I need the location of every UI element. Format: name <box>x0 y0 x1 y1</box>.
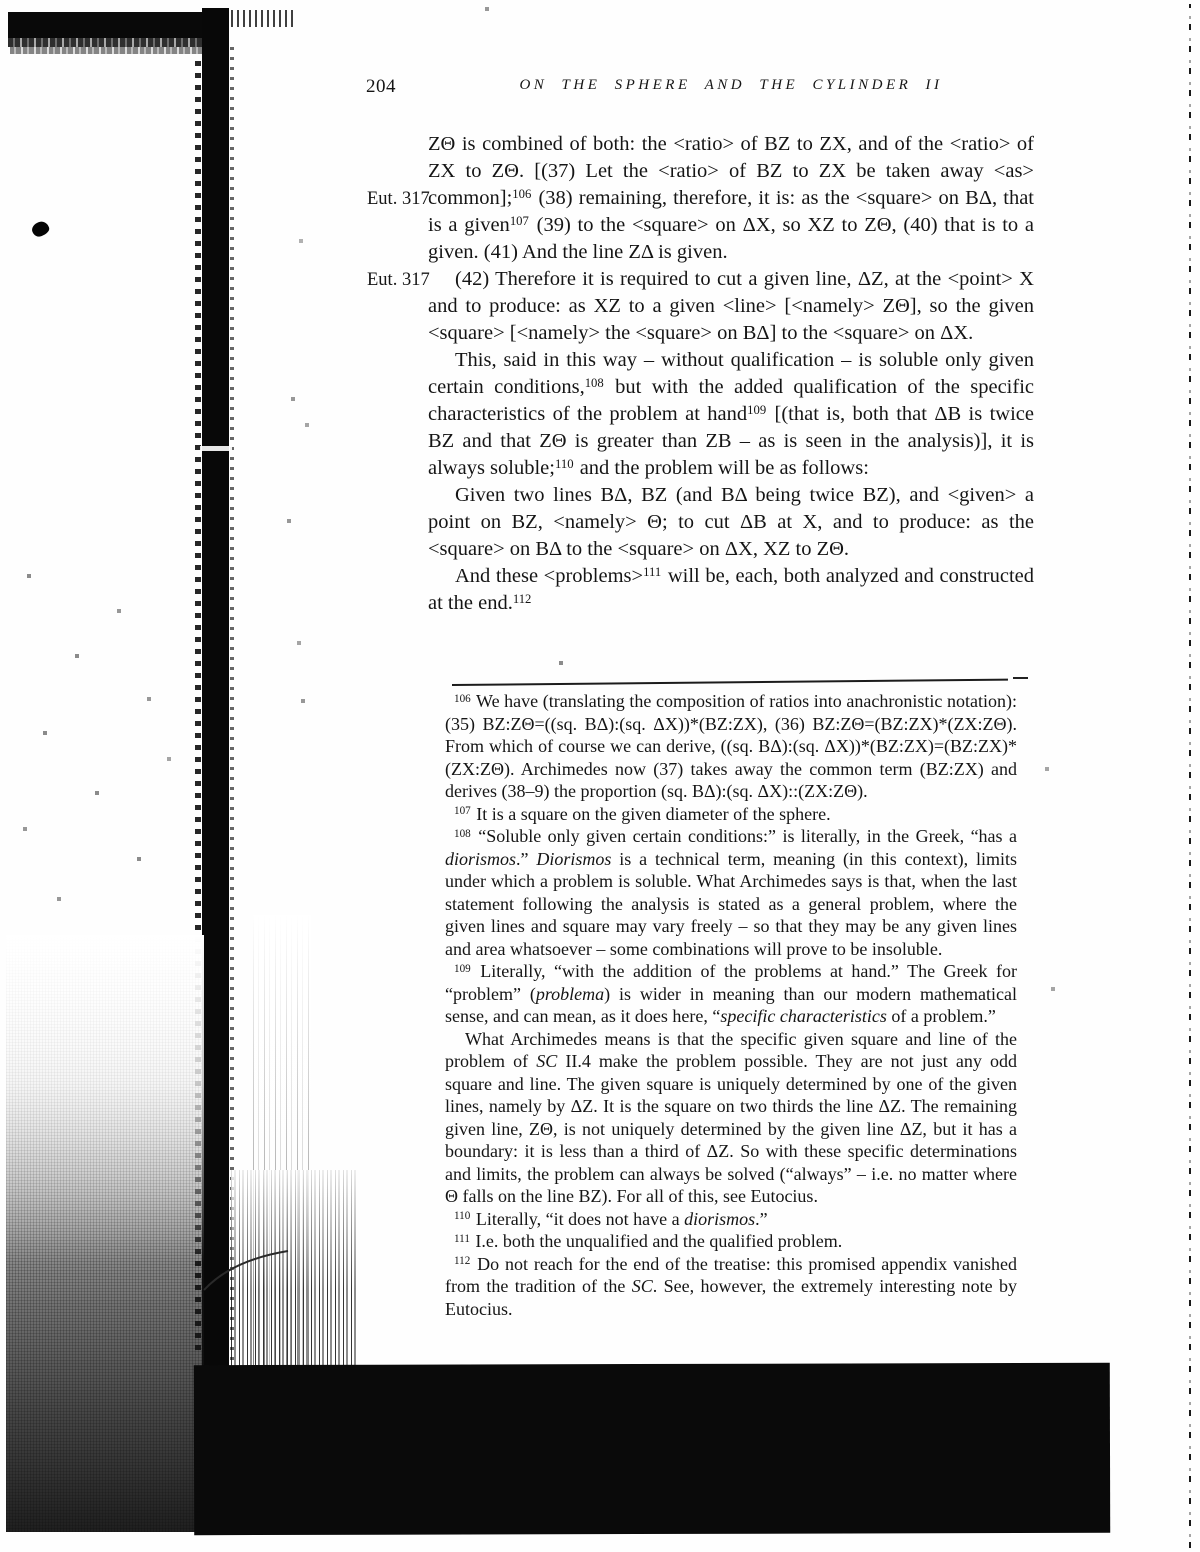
text-run: diorismos <box>445 848 517 869</box>
footnote-reference: 107 <box>509 214 529 229</box>
margin-note-eutocius-ref: Eut. 317 <box>367 270 430 290</box>
text-run: ZΘ is combined of both: the <ratio> of BZ to ZX, and of the <ratio> of ZX to ZΘ. [(37) Let the <ratio> of BZ to ZX be taken away <as> common]; <box>428 133 1034 209</box>
footnote-number: 106 <box>454 692 471 705</box>
text-run: and the problem will be as follows: <box>574 457 869 479</box>
text-run: . See, however, the extremely interesting note by Eutocius. <box>445 1276 1018 1319</box>
footnote <box>445 1253 1017 1321</box>
scan-artifact-binding-gap <box>200 446 232 451</box>
text-run: specific characteristics <box>720 1006 887 1026</box>
body-paragraph <box>428 347 1034 482</box>
footnote-reference: 109 <box>747 403 767 418</box>
footnote-continuation <box>445 1028 1017 1208</box>
main-text-block <box>428 131 1034 617</box>
text-run: is a technical term, meaning (in this context), limits under which a problem is soluble. What Archimedes says is that, when the last statement following the analysis is stated as a general problem, where the given lines and square may vary freely – so that they may be any given lines and area whatsoever – some combinations will prove to be insoluble. <box>445 848 1017 959</box>
text-run: “Soluble only given certain conditions:” is literally, in the Greek, “has a <box>478 826 1017 846</box>
scan-artifact-hair-curve <box>202 1244 292 1296</box>
scan-artifact-page-edge <box>1189 4 1191 1548</box>
text-run: .” <box>516 848 537 869</box>
footnote <box>445 960 1017 1028</box>
body-paragraph <box>428 266 1034 347</box>
text-run: I.e. both the unqualified and the qualified problem. <box>475 1231 843 1251</box>
text-run: SC <box>536 1051 558 1071</box>
text-run: Literally, “with the addition of the problems at hand.” The Greek for “problem” ( <box>445 961 1018 1004</box>
footnote <box>445 1208 1017 1231</box>
footnote-number: 108 <box>454 827 471 840</box>
footnote-separator-rule-end <box>1013 677 1028 679</box>
text-run: Do not reach for the end of the treatise: this promised appendix vanished from the tradition of the <box>445 1253 1017 1296</box>
text-run: diorismos <box>684 1208 756 1229</box>
footnote-number: 109 <box>454 962 471 975</box>
footnote <box>445 690 1017 803</box>
scan-artifact-ink-blob <box>30 220 51 239</box>
running-title: ON THE SPHERE AND THE CYLINDER II <box>519 77 943 93</box>
text-run: Diorismos <box>536 848 612 869</box>
scan-artifact-top-marks <box>231 10 293 27</box>
text-run: II.4 make the problem possible. They are not just any odd square and line. The given square is uniquely determined by one of the given lines, namely by ΔZ. It is the square on two thirds the line ΔZ. The remaining given line, ZΘ, is not uniquely determined by the given line ΔZ, but it has a boundary: it is less than a third of ΔZ. So with these specific determinations and limits, the problem can always be solved (“always” – i.e. no matter where Θ falls on the line BZ). For all of this, see Eutocius. <box>445 1051 1017 1206</box>
scan-artifact-binding-bar <box>202 8 229 1368</box>
footnote <box>445 1230 1017 1253</box>
text-run: It is a square on the given diameter of the sphere. <box>476 803 831 824</box>
text-run: And these <problems> <box>455 565 644 587</box>
scan-artifact-top-band-grain <box>8 38 204 47</box>
footnote-number: 112 <box>454 1255 471 1268</box>
text-run: but with the added qualification of the specific characteristics of the problem at hand <box>428 376 1034 425</box>
text-run: What Archimedes means is that the specific given square and line of the problem of <box>445 1028 1017 1071</box>
text-run: of a problem.” <box>886 1006 996 1026</box>
footnote-reference: 108 <box>584 376 604 391</box>
text-run: This, said in this way – without qualification – is soluble only given certain conditions, <box>428 349 1034 398</box>
footnote-reference: 110 <box>554 457 574 472</box>
text-run: ) is wider in meaning than our modern mathematical sense, and can mean, as it does here, “ <box>445 983 1017 1026</box>
scan-artifact-grain-column <box>6 935 204 1532</box>
footnote <box>445 803 1017 826</box>
footnote-number: 111 <box>454 1232 470 1245</box>
scan-artifact-bottom-band <box>194 1363 1110 1535</box>
footnote-reference: 106 <box>512 187 532 202</box>
text-run: SC <box>631 1276 653 1296</box>
footnote-number: 110 <box>454 1210 471 1223</box>
footnote-separator-rule <box>452 679 1008 686</box>
text-run: .” <box>755 1208 768 1229</box>
footnote-number: 107 <box>454 805 471 818</box>
scan-artifact-speckles <box>0 0 2 2</box>
text-run: (38) remaining, therefore, it is: as the <square> on BΔ, that is a given <box>428 187 1034 236</box>
text-run: [(that is, both that ΔB is twice BZ and that ZΘ is greater than ZB – as is seen in the analysis)], it is always soluble; <box>428 403 1034 479</box>
scan-artifact-binding-fray <box>230 40 234 1360</box>
page-number: 204 <box>366 76 396 97</box>
body-paragraph <box>428 563 1034 617</box>
text-run: We have (translating the composition of ratios into anachronistic notation): (35) BZ:ZΘ=((sq. BΔ):(sq. ΔX))*(BZ:ZX), (36) BZ:ZΘ=(BZ:ZX)*(ZX:ZΘ). From which of course we can derive, ((sq. BΔ):(sq. ΔX))*(BZ:ZX)=(BZ:ZX)*(ZX:ZΘ). Archimedes now (37) takes away the common term (BZ:ZX) and derives (38–9) the proportion (sq. BΔ):(sq. ΔX)::(ZX:ZΘ). <box>445 691 1017 801</box>
footnote <box>445 825 1017 960</box>
footnote-reference: 111 <box>643 565 662 580</box>
footnote-reference: 112 <box>512 592 532 607</box>
text-run: Given two lines BΔ, BZ (and BΔ being twice BZ), and <given> a point on BZ, <namely> Θ; to cut ΔB at X, and to produce: as the <square> on BΔ to the <square> on ΔX, XZ to ZΘ. <box>428 484 1034 560</box>
body-paragraph <box>428 482 1034 563</box>
body-paragraph <box>428 131 1034 266</box>
footnotes-block <box>445 690 1017 1320</box>
text-run: problema <box>535 983 605 1004</box>
text-run: (42) Therefore it is required to cut a given line, ΔZ, at the <point> X and to produce: as XZ to a given <line> [<namely> ZΘ], so the given <square> [<namely> the <square> on BΔ] to the <square> on ΔX. <box>428 268 1034 344</box>
scan-artifact-top-band-grain <box>10 47 202 54</box>
text-run: (39) to the <square> on ΔX, so XZ to ZΘ, (40) that is to a given. (41) And the line ZΔ is given. <box>428 214 1034 263</box>
text-run: Literally, “it does not have a <box>475 1208 685 1229</box>
scan-artifact-top-band <box>8 12 202 38</box>
margin-note-eutocius-ref: Eut. 317 <box>367 189 430 209</box>
text-run: will be, each, both analyzed and constructed at the end. <box>428 565 1034 614</box>
